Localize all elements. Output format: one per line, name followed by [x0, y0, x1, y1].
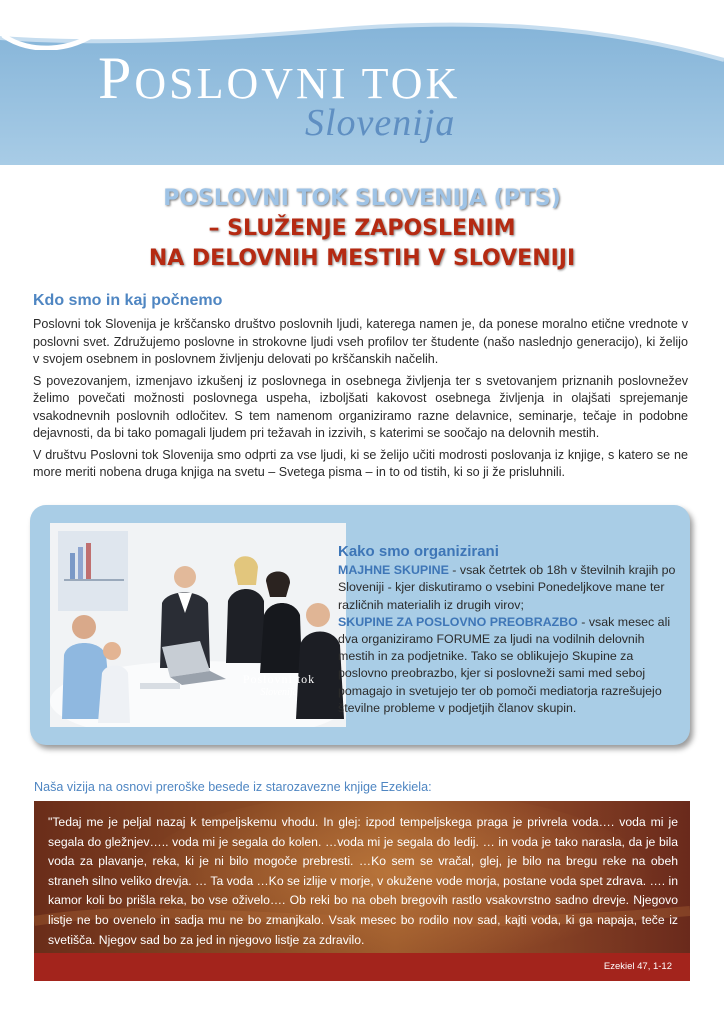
- photo-logo: Poslovni tok Slovenija: [242, 672, 316, 698]
- item-text: - vsak mesec ali dva organiziramo FORUME za ljudi na vodilnih delovnih mestih in za podjetnike. Tako se oblikujejo Skupine za poslovno preobrazbo, kjer si poslovneži sami med seboj pomagajo in svetujejo ter ob pomoči mediatorja razrešujejo številne probleme v podjetjih članov skupin.: [338, 614, 671, 715]
- item-text: - vsak četrtek ob 18h v številnih krajih po Sloveniji - kjer diskutiramo o vsebini Ponedeljkove mane ter različnih materialih iz drugih virov;: [338, 563, 676, 612]
- organization-panel: [30, 505, 690, 745]
- quote-text: "Tedaj me je peljal nazaj k tempeljskemu vhodu. In glej: izpod tempeljskega praga je privrela voda…. voda mi je segala do gležnjev….. voda mi je segala do kolen. …voda mi je segala do ledij. … in voda je tako narasla, da je bila voda za plavanje, reka, ki je ni bilo mogoče prebresti. …Ko sem se vračal, glej, je bilo na bregu reke na obeh straneh silno veliko drevja. … Ta voda …Ko se izlije v morje, v okužene vode morja, postane voda spet zdrava. …. in kamor koli bo prišla reka, bo vse oživelo…. Ob reki bo na obeh bregovih rastlo vsakovrstno sadno drevje. Njegovo listje ne bo ovenelo in sadja mu ne bo zmanjkalo. Vsak mesec bo rodilo nov sad, kajti voda, ki ga napaja, teče iz svetišča. Njegov sad bo za jed in njegovo listje za zdravilo.: [48, 815, 678, 947]
- quote-reference: Ezekiel 47, 1-12: [603, 961, 672, 972]
- intro-paragraph: Poslovni tok Slovenija je krščansko društvo poslovnih ljudi, katerega namen je, da ponese moralno etične vrednote v poslovni svet. Združujemo poslovne in strokovne ljudi vseh profilov ter študente (našo naslednjo generacijo), ki želijo v svojem osebnem in poslovnem življenju delovati po krščanskih načelih.: [33, 317, 688, 366]
- item-keyword: SKUPINE ZA POSLOVNO PREOBRAZBO: [338, 614, 578, 629]
- header-banner: [0, 0, 724, 165]
- intro-paragraph: V društvu Poslovni tok Slovenija smo odprti za vse ljudi, ki se želijo učiti modrosti poslovanja iz knjige, s katero se ne more meriti nobena druga knjiga na svetu – Svetega pisma – in to od tistih, ki so ji že prisluhnili.: [33, 447, 688, 479]
- organization-content: [338, 543, 678, 717]
- page-title: [40, 184, 684, 274]
- logo-subtitle: Slovenija: [305, 102, 456, 144]
- organization-item: [338, 614, 678, 717]
- item-keyword: MAJHNE SKUPINE: [338, 563, 449, 578]
- title-line-2: – SLUŽENJE ZAPOSLENIM: [208, 216, 516, 241]
- vision-intro: Naša vizija na osnovi preroške besede iz starozavezne knjige Ezekiela:: [34, 780, 432, 794]
- logo-title: POSLOVNI TOK: [98, 45, 461, 111]
- fish-icon: [0, 0, 105, 50]
- organization-heading: Kako smo organizirani: [338, 543, 499, 560]
- title-line-1: POSLOVNI TOK SLOVENIJA (PTS): [163, 186, 561, 211]
- reference-band: [34, 953, 690, 981]
- intro-paragraph: S povezovanjem, izmenjavo izkušenj iz poslovnega in osebnega življenja ter s svetovanjem priznanih poslovnežev želimo povečati možnosti poslovnega uspeha, izboljšati kakovost osebnega življenja in olajšati sprejemanje vsakodnevnih poslovnih odločitev. S tem namenom organiziramo razne delavnice, seminarje, tečaje in podobne dejavnosti, da bi tako pomagali ljudem pri težavah in izzivih, s katerimi se soočajo na delovnih mestih.: [33, 373, 688, 440]
- organization-item: [338, 562, 678, 614]
- business-meeting-photo: [50, 523, 346, 727]
- title-line-3: NA DELOVNIH MESTIH V SLOVENIJI: [148, 246, 576, 271]
- vision-quote-panel: [34, 801, 690, 981]
- intro-heading: Kdo smo in kaj počnemo: [33, 292, 223, 309]
- intro-text: [33, 316, 688, 486]
